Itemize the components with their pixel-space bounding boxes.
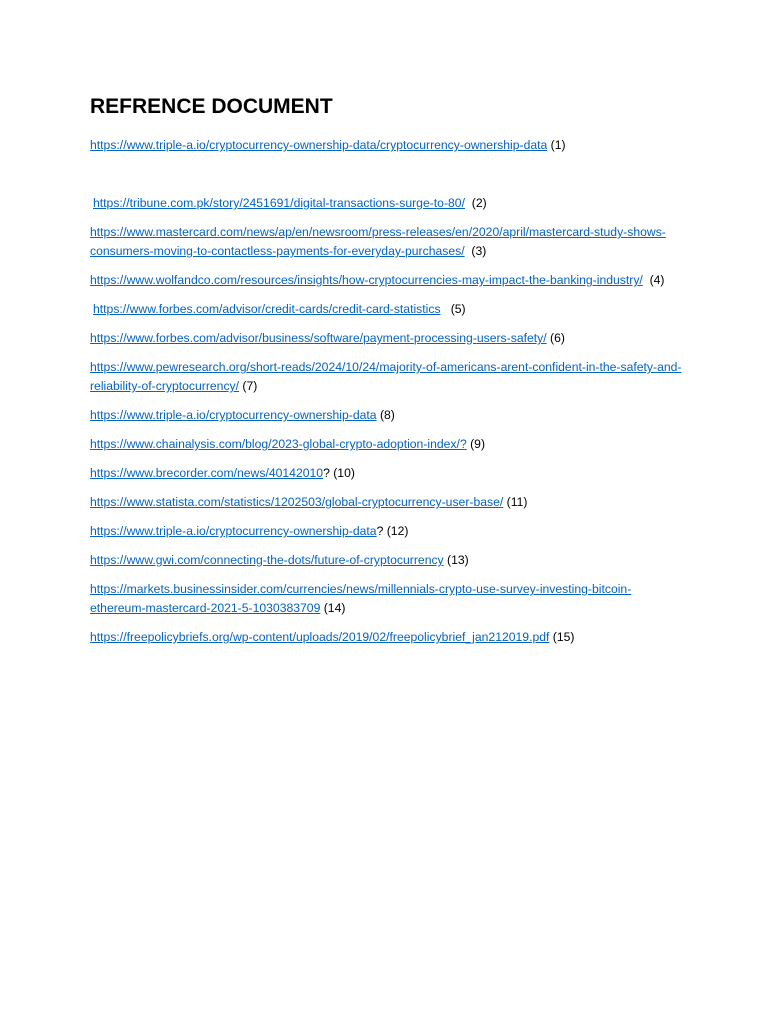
reference-link-10[interactable]: https://www.brecorder.com/news/40142010: [90, 466, 324, 480]
reference-item-2: [90, 194, 682, 213]
reference-item-7: [90, 358, 682, 396]
reference-link-5[interactable]: https://www.forbes.com/advisor/credit-cards/credit-card-statistics: [93, 302, 441, 316]
reference-link-3[interactable]: https://www.mastercard.com/news/ap/en/newsroom/press-releases/en/2020/april/mastercard-study-shows-consumers-moving-to-contactless-payments-for-everyday-purchases/: [90, 225, 666, 258]
reference-item-10: [90, 464, 682, 483]
reference-item-3: [90, 223, 682, 261]
reference-number-11: (11): [503, 495, 528, 509]
reference-link-11[interactable]: https://www.statista.com/statistics/1202503/global-cryptocurrency-user-base/: [90, 495, 504, 509]
reference-number-4: (4): [642, 273, 665, 287]
reference-item-8: [90, 406, 682, 425]
reference-link-7[interactable]: https://www.pewresearch.org/short-reads/2024/10/24/majority-of-americans-arent-confident-in-the-safety-and-reliability-of-cryptocurrency/: [90, 360, 682, 393]
reference-link-9[interactable]: https://www.chainalysis.com/blog/2023-global-crypto-adoption-index/?: [90, 437, 467, 451]
reference-link-1[interactable]: https://www.triple-a.io/cryptocurrency-ownership-data/cryptocurrency-ownership-data: [90, 138, 548, 152]
reference-link-6[interactable]: https://www.forbes.com/advisor/business/software/payment-processing-users-safety/: [90, 331, 547, 345]
reference-link-13[interactable]: https://www.gwi.com/connecting-the-dots/future-of-cryptocurrency: [90, 553, 444, 567]
reference-number-5: (5): [440, 302, 466, 316]
reference-number-3: (3): [464, 244, 487, 258]
reference-number-14: (14): [320, 601, 346, 615]
reference-link-4[interactable]: https://www.wolfandco.com/resources/insights/how-cryptocurrencies-may-impact-the-banking-industry/: [90, 273, 643, 287]
reference-item-6: [90, 329, 682, 348]
reference-link-15[interactable]: https://freepolicybriefs.org/wp-content/uploads/2019/02/freepolicybrief_jan212019.pdf: [90, 630, 550, 644]
reference-number-9: (9): [466, 437, 485, 451]
reference-link-14[interactable]: https://markets.businessinsider.com/currencies/news/millennials-crypto-use-survey-investing-bitcoin-ethereum-mastercard-2021-5-1030383709: [90, 582, 632, 615]
reference-number-1: (1): [547, 138, 566, 152]
reference-item-1: [90, 136, 682, 155]
reference-number-15: (15): [549, 630, 575, 644]
reference-item-11: [90, 493, 682, 512]
reference-item-13: [90, 551, 682, 570]
reference-item-15: [90, 628, 682, 647]
reference-item-5: [90, 300, 682, 319]
reference-number-8: (8): [376, 408, 395, 422]
reference-link-12[interactable]: https://www.triple-a.io/cryptocurrency-ownership-data: [90, 524, 377, 538]
reference-list: [90, 136, 682, 657]
reference-link-2[interactable]: https://tribune.com.pk/story/2451691/digital-transactions-surge-to-80/: [93, 196, 465, 210]
reference-number-12: ? (12): [376, 524, 409, 538]
reference-item-9: [90, 435, 682, 454]
reference-number-2: (2): [464, 196, 487, 210]
reference-item-12: [90, 522, 682, 541]
reference-link-8[interactable]: https://www.triple-a.io/cryptocurrency-ownership-data: [90, 408, 377, 422]
page-title: REFRENCE DOCUMENT: [90, 95, 333, 118]
reference-number-7: (7): [239, 379, 258, 393]
reference-item-4: [90, 271, 682, 290]
reference-number-13: (13): [443, 553, 469, 567]
reference-number-6: (6): [546, 331, 565, 345]
reference-item-14: [90, 580, 682, 618]
reference-number-10: ? (10): [323, 466, 355, 480]
